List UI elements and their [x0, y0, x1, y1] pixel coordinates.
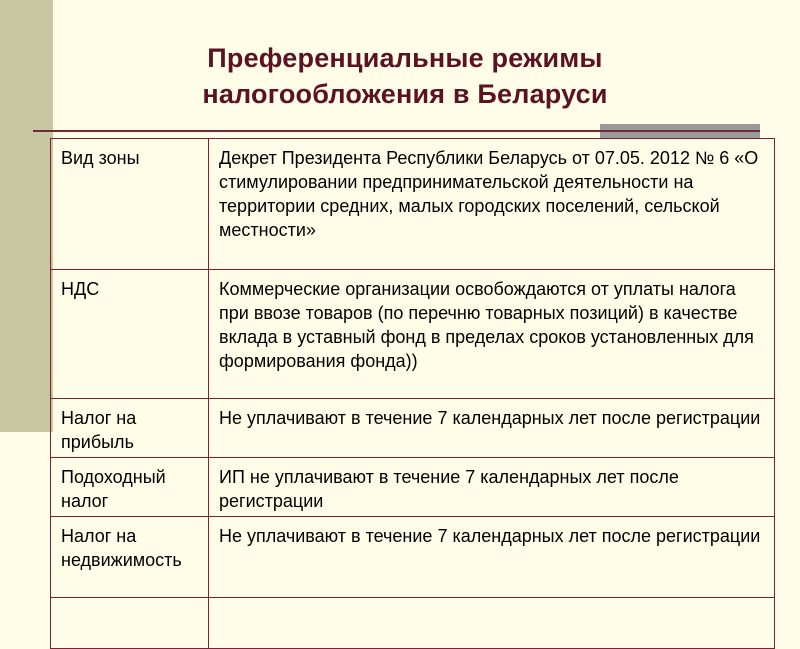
row-label-zone-type: Вид зоны [51, 139, 209, 270]
page-title-line-2: налогообложения в Беларуси [202, 79, 608, 109]
table-row [51, 458, 775, 517]
table-row [51, 598, 775, 649]
page-title-line-1: Преференциальные режимы [207, 43, 603, 73]
row-label-property-tax: Налог на недвижимость [51, 517, 209, 598]
table-row [51, 399, 775, 458]
title-underline-rule [33, 130, 760, 132]
row-value-income-tax: ИП не уплачивают в течение 7 календарных лет после регистрации [209, 458, 775, 517]
row-value-profit-tax: Не уплачивают в течение 7 календарных лет после регистрации [209, 399, 775, 458]
table-row [51, 139, 775, 270]
left-accent-band [0, 0, 53, 432]
row-value-property-tax: Не уплачивают в течение 7 календарных лет после регистрации [209, 517, 775, 598]
tax-regimes-table [50, 138, 775, 649]
table-row [51, 270, 775, 399]
row-value-cut-off [209, 598, 775, 649]
row-label-cut-off [51, 598, 209, 649]
row-value-zone-type: Декрет Президента Республики Беларусь от 07.05. 2012 № 6 «О стимулировании предпринимательской деятельности на территории средних, малых городских поселений, сельской местности» [209, 139, 775, 270]
row-label-vat: НДС [51, 270, 209, 399]
row-value-vat: Коммерческие организации освобождаются от уплаты налога при ввозе товаров (по перечню товарных позиций) в качестве вклада в уставный фонд в пределах сроков установленных для формирования фонда)) [209, 270, 775, 399]
table-row [51, 517, 775, 598]
row-label-profit-tax: Налог на прибыль [51, 399, 209, 458]
page-title [110, 40, 700, 112]
row-label-income-tax: Подоходный налог [51, 458, 209, 517]
